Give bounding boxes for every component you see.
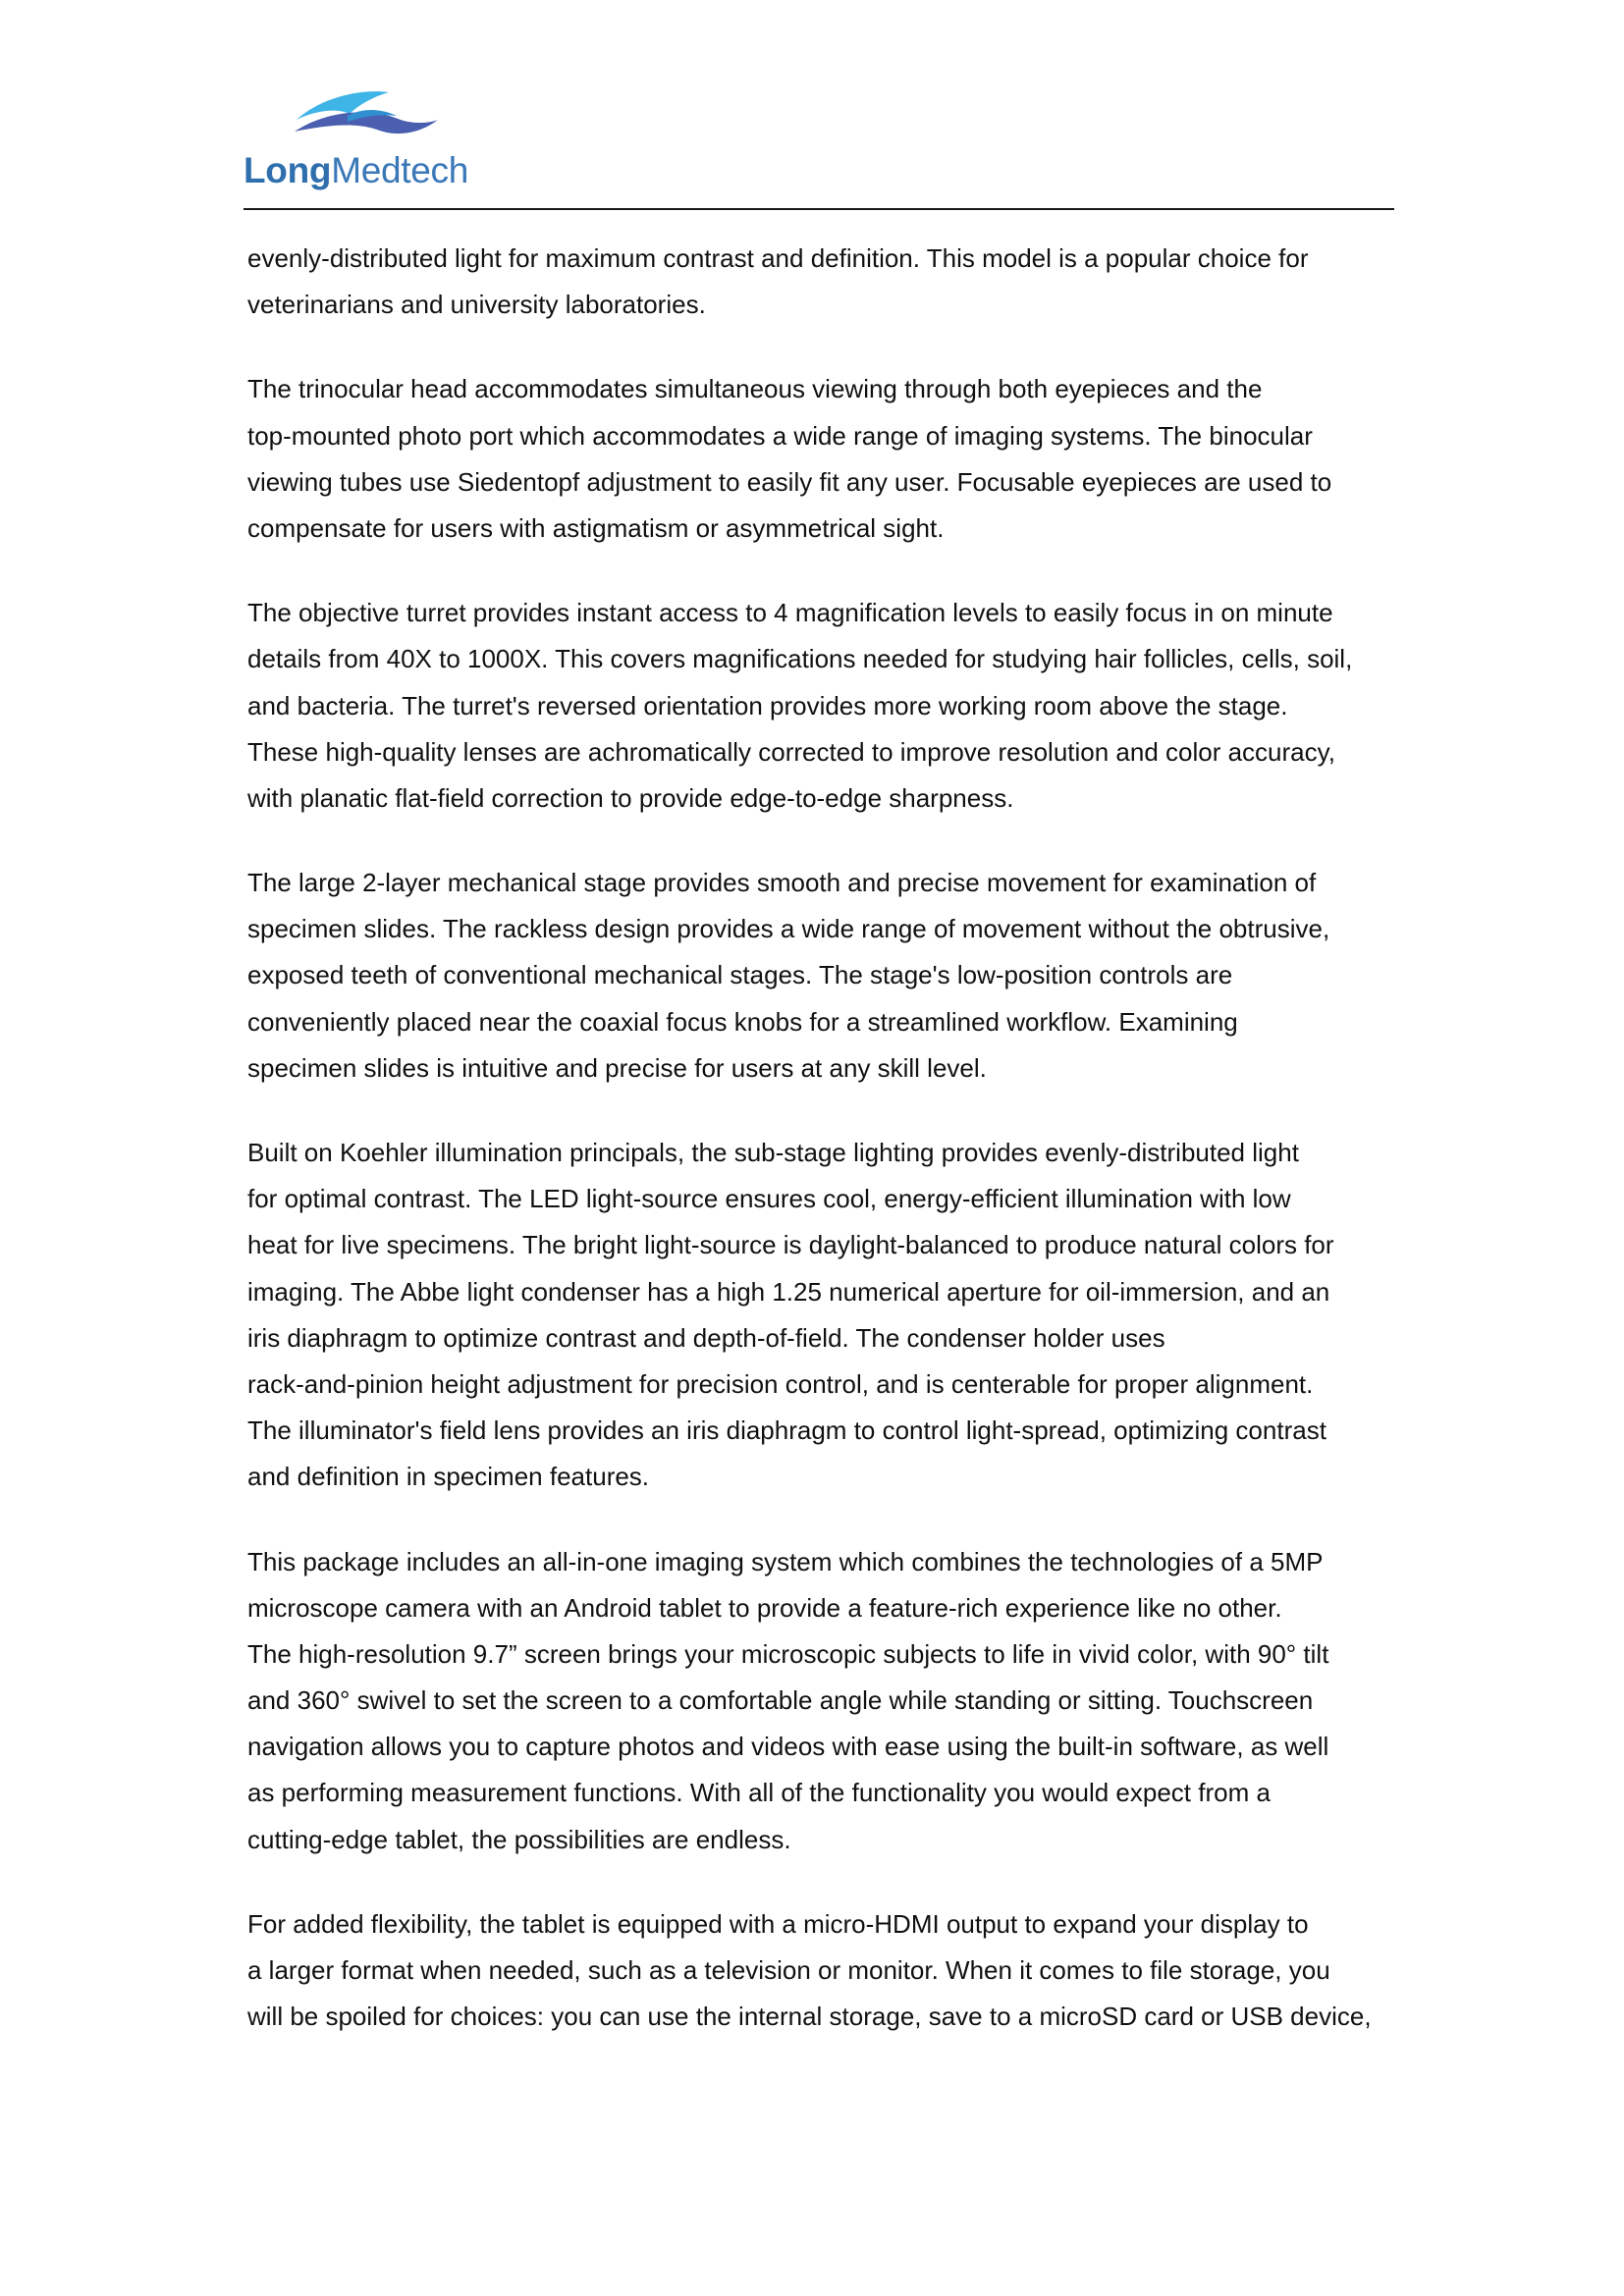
text-line: as performing measurement functions. With all of the functionality you would expect from a [247, 1778, 1271, 1808]
text-line: specimen slides. The rackless design provides a wide range of movement without the obtrusive, [247, 914, 1330, 944]
brand-wordmark [244, 149, 468, 192]
paragraph [247, 1901, 1406, 2041]
text-line: a larger format when needed, such as a television or monitor. When it comes to file storage, you [247, 1955, 1330, 1985]
text-line: heat for live specimens. The bright light-source is daylight-balanced to produce natural colors for [247, 1230, 1334, 1260]
text-line: Built on Koehler illumination principals, the sub-stage lighting provides evenly-distributed light [247, 1138, 1299, 1167]
text-line: The high-resolution 9.7” screen brings your microscopic subjects to life in vivid color, with 90° tilt [247, 1638, 1329, 1669]
brand-name-light: Medtech [331, 150, 469, 190]
text-line: and 360° swivel to set the screen to a comfortable angle while standing or sitting. Touchscreen [247, 1685, 1314, 1716]
text-line: and bacteria. The turret's reversed orientation provides more working room above the stage. [247, 690, 1288, 721]
text-line: For added flexibility, the tablet is equipped with a micro-HDMI output to expand your display to [247, 1908, 1309, 1939]
company-logo [244, 86, 489, 194]
text-line: conveniently placed near the coaxial focus knobs for a streamlined workflow. Examining [247, 1006, 1238, 1037]
text-line: The objective turret provides instant access to 4 magnification levels to easily focus in on minute [247, 598, 1333, 628]
paragraph [247, 236, 1406, 328]
paragraph [247, 1539, 1406, 1863]
text-line: The large 2-layer mechanical stage provides smooth and precise movement for examination of [247, 868, 1317, 898]
text-line: This package includes an all-in-one imaging system which combines the technologies of a 5MP [247, 1546, 1324, 1576]
text-line: The illuminator's field lens provides an iris diaphragm to control light-spread, optimizing contrast [247, 1415, 1326, 1446]
text-line: microscope camera with an Android tablet to provide a feature-rich experience like no other. [247, 1592, 1282, 1623]
paragraph [247, 860, 1406, 1092]
text-line: with planatic flat-field correction to provide edge-to-edge sharpness. [247, 782, 1014, 813]
text-line: viewing tubes use Siedentopf adjustment to easily fit any user. Focusable eyepieces are used to [247, 466, 1332, 497]
text-line: will be spoiled for choices: you can use the internal storage, save to a microSD card or USB device, [247, 2002, 1372, 2032]
text-line: cutting-edge tablet, the possibilities are endless. [247, 1824, 791, 1854]
text-line: and definition in specimen features. [247, 1462, 650, 1492]
paragraph [247, 366, 1406, 552]
text-line: compensate for users with astigmatism or asymmetrical sight. [247, 512, 945, 543]
text-line: veterinarians and university laboratories. [247, 290, 706, 320]
text-line: exposed teeth of conventional mechanical stages. The stage's low-position controls are [247, 960, 1233, 990]
text-line: iris diaphragm to optimize contrast and depth-of-field. The condenser holder uses [247, 1322, 1165, 1353]
text-line: The trinocular head accommodates simultaneous viewing through both eyepieces and the [247, 374, 1263, 404]
text-line: top-mounted photo port which accommodates a wide range of imaging systems. The binocular [247, 420, 1313, 451]
document-body [247, 236, 1406, 2078]
bird-wing-logo-icon [291, 86, 438, 147]
header-divider [244, 208, 1394, 210]
paragraph [247, 1130, 1406, 1501]
text-line: These high-quality lenses are achromatically corrected to improve resolution and color accuracy, [247, 736, 1335, 767]
text-line: navigation allows you to capture photos and videos with ease using the built-in software, as well [247, 1732, 1329, 1762]
text-line: rack-and-pinion height adjustment for precision control, and is centerable for proper alignment. [247, 1368, 1314, 1399]
text-line: details from 40X to 1000X. This covers magnifications needed for studying hair follicles, cells, soil, [247, 644, 1353, 674]
text-line: specimen slides is intuitive and precise for users at any skill level. [247, 1052, 987, 1083]
text-line: evenly-distributed light for maximum contrast and definition. This model is a popular choice for [247, 243, 1309, 273]
paragraph [247, 590, 1406, 822]
text-line: imaging. The Abbe light condenser has a high 1.25 numerical aperture for oil-immersion, and an [247, 1276, 1330, 1307]
text-line: for optimal contrast. The LED light-source ensures cool, energy-efficient illumination with low [247, 1184, 1291, 1214]
brand-name-bold: Long [244, 150, 332, 190]
